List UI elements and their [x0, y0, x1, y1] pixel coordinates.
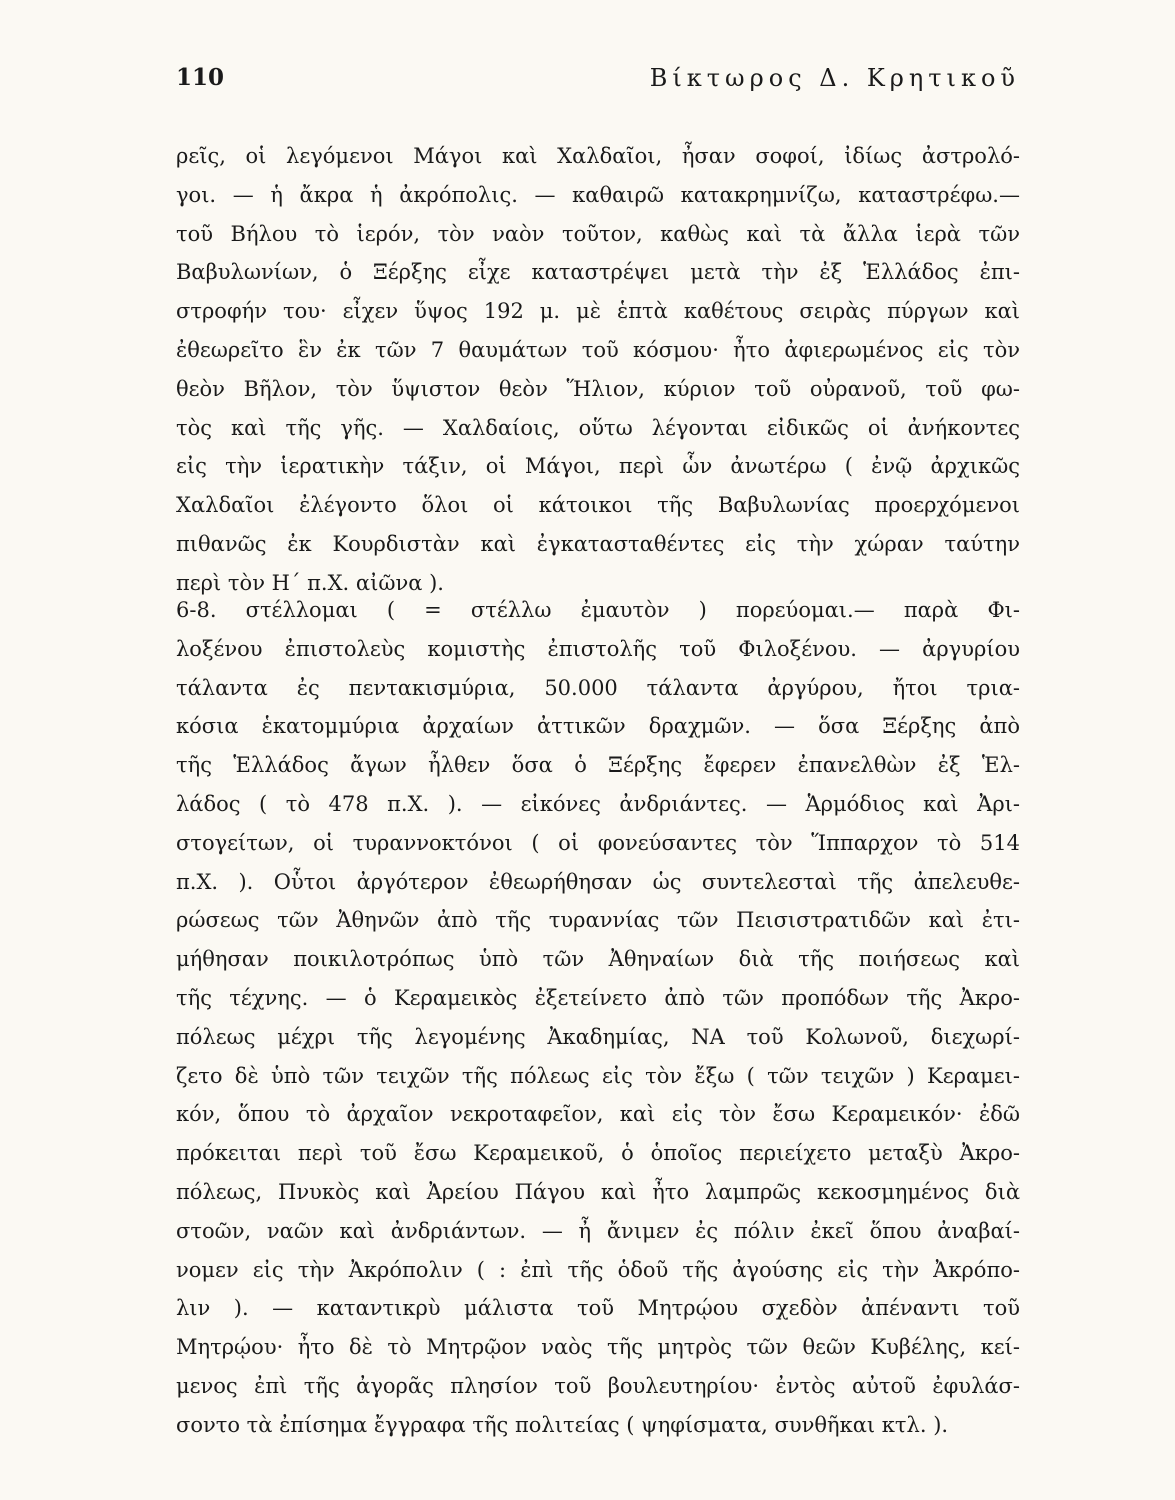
text-line: 6-8. στέλλομαι ( = στέλλω ἐμαυτὸν ) πορεύομαι.— παρὰ Φι- [176, 598, 1020, 622]
text-line: λιν ). — καταντικρὺ μάλιστα τοῦ Μητρῴου σχεδὸν ἀπέναντι τοῦ [176, 1296, 1020, 1321]
text-line: τῆς Ἑλλάδος ἄγων ἦλθεν ὅσα ὁ Ξέρξης ἔφερεν ἐπανελθὼν ἐξ Ἑλ- [176, 753, 1020, 778]
text-line: πιθανῶς ἐκ Κουρδιστὰν καὶ ἐγκατασταθέντες εἰς τὴν χώραν ταύτην [176, 531, 1020, 556]
text-line: λάδος ( τὸ 478 π.Χ. ). — εἰκόνες ἀνδριάντες. — Ἁρμόδιος καὶ Ἀρι- [176, 791, 1020, 816]
text-line: ζετο δὲ ὑπὸ τῶν τειχῶν τῆς πόλεως εἰς τὸν ἔξω ( τῶν τειχῶν ) Κεραμει- [176, 1063, 1020, 1088]
page-header [176, 64, 1020, 100]
text-line: γοι. — ἡ ἄκρα ἡ ἀκρόπολις. — καθαιρῶ κατακρημνίζω, καταστρέφω.— [176, 182, 1020, 207]
text-line: στογείτων, οἱ τυραννοκτόνοι ( οἱ φονεύσαντες τὸν Ἵππαρχον τὸ 514 [176, 830, 1020, 855]
text-line: ἐθεωρεῖτο ἓν ἐκ τῶν 7 θαυμάτων τοῦ κόσμου· ἦτο ἀφιερωμένος εἰς τὸν [176, 337, 1020, 362]
text-line: τάλαντα ἐς πεντακισμύρια, 50.000 τάλαντα ἀργύρου, ἤτοι τρια- [176, 675, 1020, 700]
text-line: Χαλδαῖοι ἐλέγοντο ὅλοι οἱ κάτοικοι τῆς Βαβυλωνίας προερχόμενοι [176, 493, 1020, 518]
text-line: ρεῖς, οἱ λεγόμενοι Μάγοι καὶ Χαλδαῖοι, ἦσαν σοφοί, ἰδίως ἀστρολό- [176, 144, 1020, 168]
paragraph-1 [176, 137, 1020, 603]
page-number: 110 [176, 64, 225, 91]
running-head: Βίκτωρος Δ. Κρητικοῦ [649, 64, 1020, 92]
text-line: τοῦ Βήλου τὸ ἱερόν, τὸν ναὸν τοῦτον, καθὼς καὶ τὰ ἄλλα ἱερὰ τῶν [176, 221, 1020, 246]
text-line: θεὸν Βῆλον, τὸν ὕψιστον θεὸν Ἥλιον, κύριον τοῦ οὐρανοῦ, τοῦ φω- [176, 376, 1020, 401]
text-line: εἰς τὴν ἱερατικὴν τάξιν, οἱ Μάγοι, περὶ ὧν ἀνωτέρω ( ἐνῷ ἀρχικῶς [176, 454, 1020, 479]
text-line: περὶ τὸν Η΄ π.Χ. αἰῶνα ). [176, 570, 444, 595]
text-line: κόν, ὅπου τὸ ἀρχαῖον νεκροταφεῖον, καὶ εἰς τὸν ἔσω Κεραμεικόν· ἐδῶ [176, 1102, 1020, 1127]
text-line: ρώσεως τῶν Ἀθηνῶν ἀπὸ τῆς τυραννίας τῶν Πεισιστρατιδῶν καὶ ἐτι- [176, 908, 1020, 933]
text-line: νομεν εἰς τὴν Ἀκρόπολιν ( : ἐπὶ τῆς ὁδοῦ τῆς ἀγούσης εἰς τὴν Ἀκρόπο- [176, 1257, 1020, 1282]
text-line: π.Χ. ). Οὗτοι ἀργότερον ἐθεωρήθησαν ὡς συντελεσταὶ τῆς ἀπελευθε- [176, 869, 1020, 894]
text-line: τὸς καὶ τῆς γῆς. — Χαλδαίοις, οὕτω λέγονται εἰδικῶς οἱ ἀνήκοντες [176, 415, 1020, 440]
text-line: στοῶν, ναῶν καὶ ἀνδριάντων. — ἦ ἄνιμεν ἐς πόλιν ἐκεῖ ὅπου ἀναβαί- [176, 1218, 1020, 1243]
text-line: κόσια ἑκατομμύρια ἀρχαίων ἀττικῶν δραχμῶν. — ὅσα Ξέρξης ἀπὸ [176, 714, 1020, 739]
text-line: μήθησαν ποικιλοτρόπως ὑπὸ τῶν Ἀθηναίων διὰ τῆς ποιήσεως καὶ [176, 947, 1020, 972]
paragraph-2 [176, 591, 1020, 1445]
text-line: μενος ἐπὶ τῆς ἀγορᾶς πλησίον τοῦ βουλευτηρίου· ἐντὸς αὐτοῦ ἐφυλάσ- [176, 1373, 1020, 1398]
text-line: πρόκειται περὶ τοῦ ἔσω Κεραμεικοῦ, ὁ ὁποῖος περιείχετο μεταξὺ Ἀκρο- [176, 1141, 1020, 1166]
text-line: πόλεως μέχρι τῆς λεγομένης Ἀκαδημίας, ΝΑ τοῦ Κολωνοῦ, διεχωρί- [176, 1024, 1020, 1049]
text-line: σοντο τὰ ἐπίσημα ἔγγραφα τῆς πολιτείας ( ψηφίσματα, συνθῆκαι κτλ. ). [176, 1412, 949, 1437]
text-line: Μητρῴου· ἦτο δὲ τὸ Μητρῷον ναὸς τῆς μητρὸς τῶν θεῶν Κυβέλης, κεί- [176, 1335, 1020, 1360]
text-line: τῆς τέχνης. — ὁ Κεραμεικὸς ἐξετείνετο ἀπὸ τῶν προπόδων τῆς Ἀκρο- [176, 985, 1020, 1010]
text-line: Βαβυλωνίων, ὁ Ξέρξης εἶχε καταστρέψει μετὰ τὴν ἐξ Ἑλλάδος ἐπι- [176, 260, 1020, 285]
text-line: πόλεως, Πνυκὸς καὶ Ἀρείου Πάγου καὶ ἦτο λαμπρῶς κεκοσμημένος διὰ [176, 1179, 1020, 1204]
text-line: λοξένου ἐπιστολεὺς κομιστὴς ἐπιστολῆς τοῦ Φιλοξένου. — ἀργυρίου [176, 636, 1020, 661]
text-line: στροφήν του· εἶχεν ὕψος 192 μ. μὲ ἑπτὰ καθέτους σειρὰς πύργων καὶ [176, 299, 1020, 324]
